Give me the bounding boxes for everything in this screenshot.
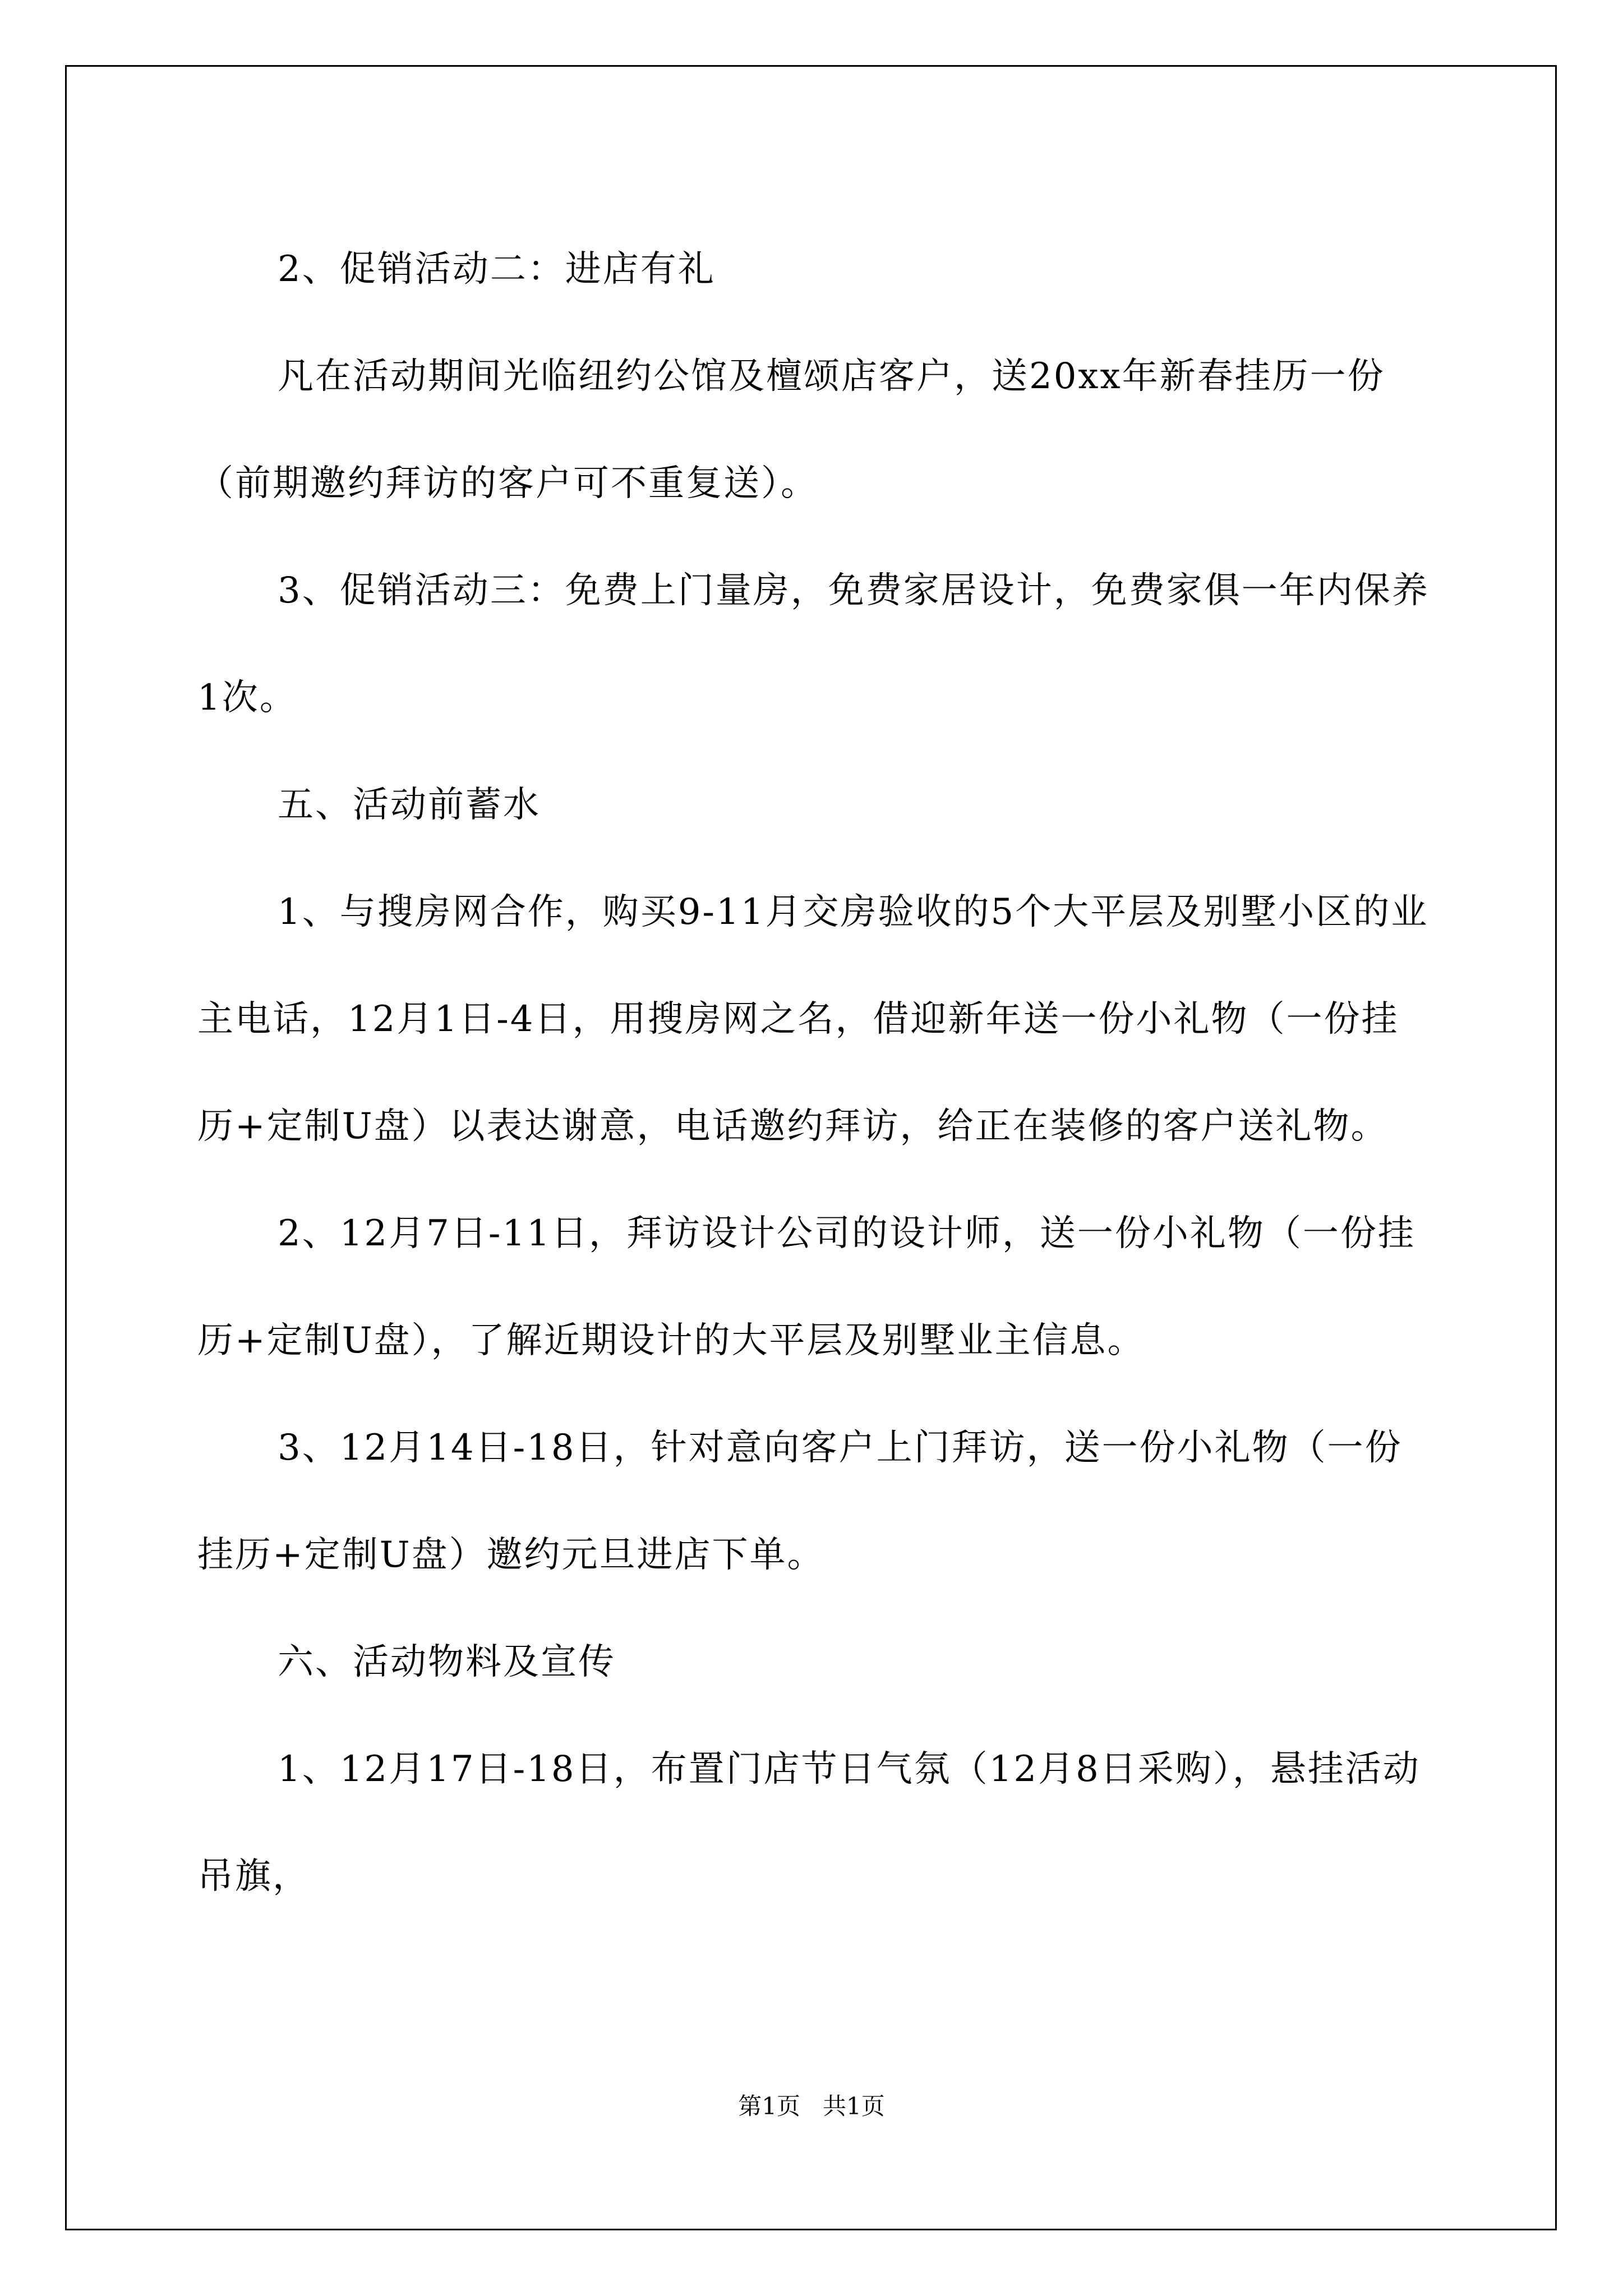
page-number: 第1页 <box>738 2092 800 2120</box>
section-heading: 六、活动物料及宣传 <box>278 1641 616 1683</box>
page-total: 共1页 <box>823 2092 885 2120</box>
document-body <box>197 216 1431 1930</box>
paragraph: 2、12月7日-11日，拜访设计公司的设计师，送一份小礼物（一份挂历+定制U盘），了解近期设计的大平层及别墅业主信息。 <box>197 1213 1415 1361</box>
paragraph: 凡在活动期间光临纽约公馆及檀颂店客户，送20xx年新春挂历一份（前期邀约拜访的客户可不重复送）。 <box>197 356 1385 504</box>
paragraph: 1、与搜房网合作，购买9-11月交房验收的5个大平层及别墅小区的业主电话，12月1日-4日，用搜房网之名，借迎新年送一份小礼物（一份挂历+定制U盘）以表达谢意，电话邀约拜访，给正在装修的客户送礼物。 <box>197 891 1429 1147</box>
paragraph: 2、促销活动二：进店有礼 <box>278 249 716 290</box>
paragraph: 3、促销活动三：免费上门量房，免费家居设计，免费家俱一年内保养1次。 <box>197 570 1430 719</box>
section-heading: 五、活动前蓄水 <box>278 784 541 826</box>
paragraph: 3、12月14日-18日，针对意向客户上门拜访，送一份小礼物（一份挂历+定制U盘）邀约元旦进店下单。 <box>197 1427 1403 1576</box>
page-footer <box>0 2090 1623 2123</box>
paragraph: 1、12月17日-18日，布置门店节日气氛（12月8日采购），悬挂活动吊旗， <box>197 1749 1421 1897</box>
